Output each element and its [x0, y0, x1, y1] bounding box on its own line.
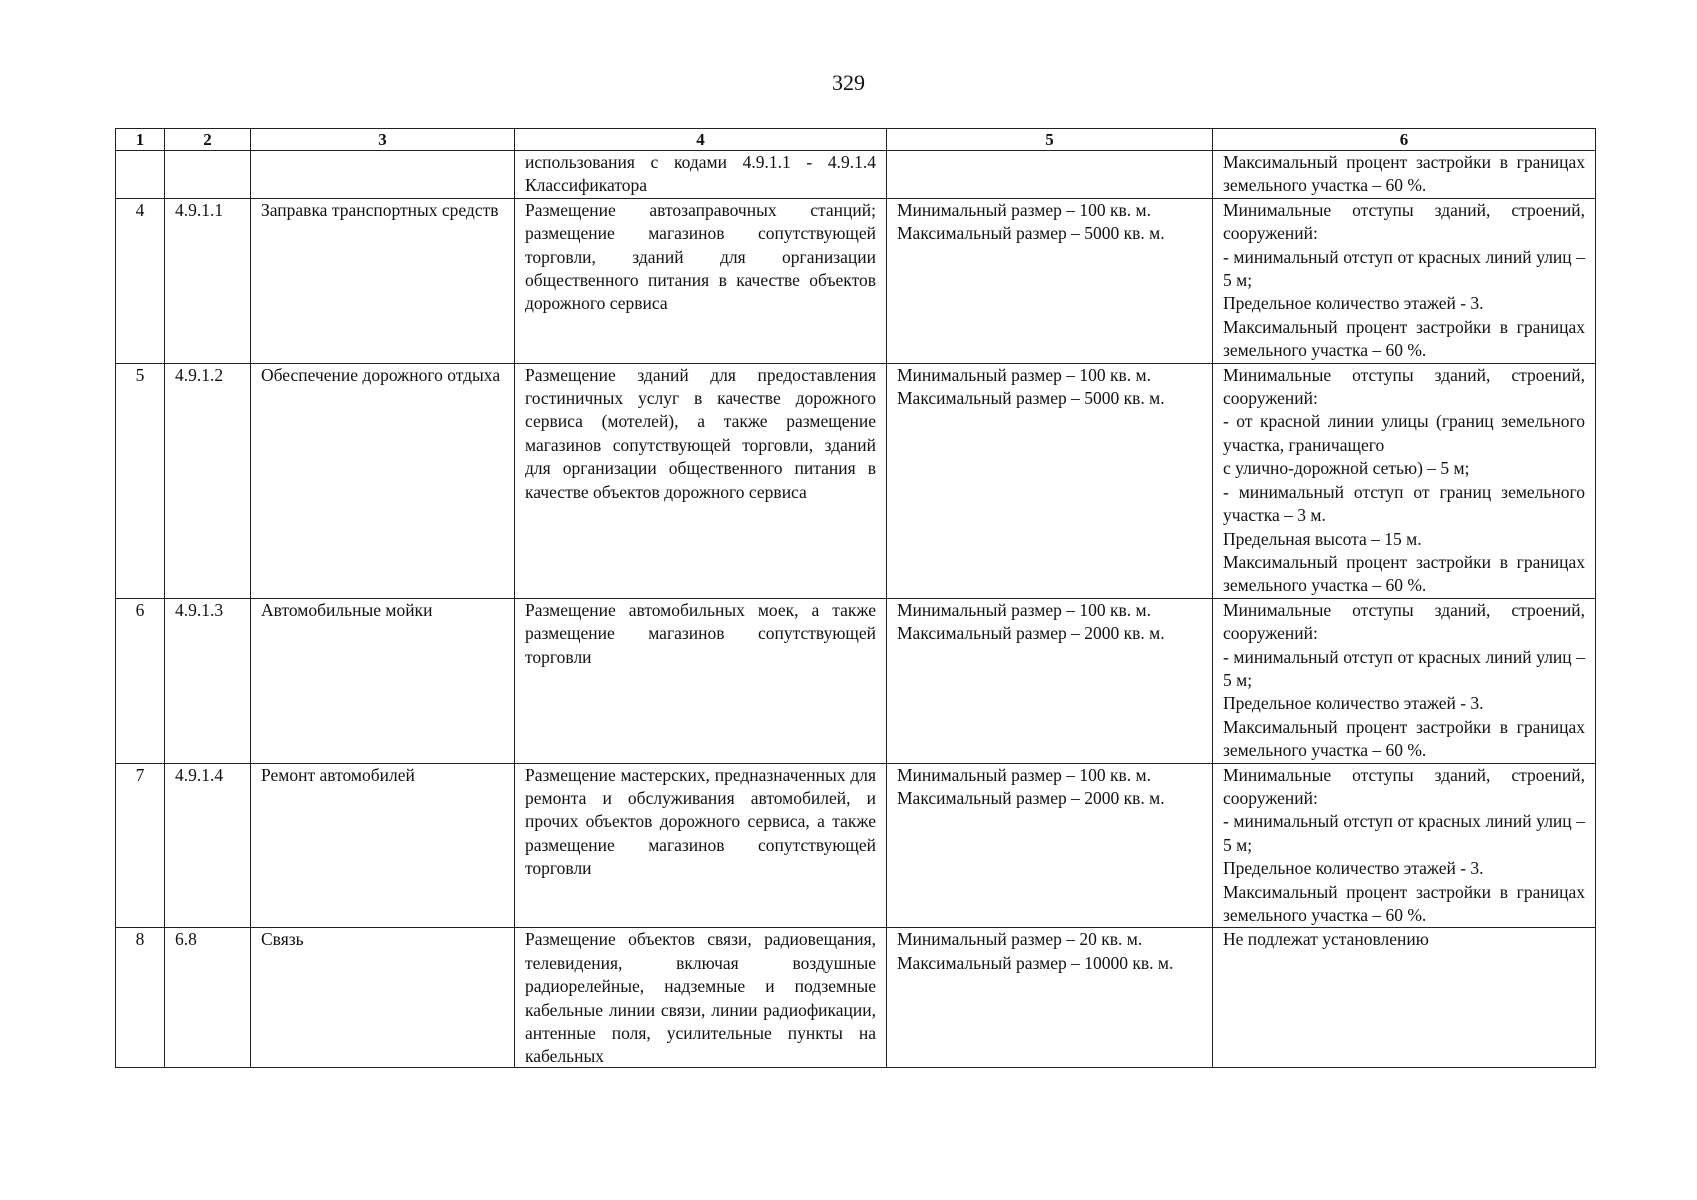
land-use-code: 4.9.1.4 — [165, 763, 251, 928]
max-size: Максимальный размер – 2000 кв. м. — [897, 623, 1165, 644]
land-use-name: Связь — [251, 928, 515, 1068]
building-parameters — [1213, 198, 1596, 363]
min-size: Минимальный размер – 20 кв. м. — [897, 929, 1143, 950]
description-text: Размещение объектов связи, радиовещания, телевидения, включая воздушные радиорелейные, надземные и подземные кабельные линии связи, линии радиофикации, антенные поля, усилительные пункты на кабельных — [525, 929, 876, 1067]
land-use-code — [165, 151, 251, 199]
table-row — [116, 363, 1596, 598]
land-use-description — [515, 928, 887, 1068]
min-size: Минимальный размер – 100 кв. м. — [897, 599, 1151, 620]
parameter-line: Предельное количество этажей - 3. — [1223, 693, 1484, 714]
land-use-name: Ремонт автомобилей — [251, 763, 515, 928]
plot-size — [887, 363, 1213, 598]
min-size: Минимальный размер – 100 кв. м. — [897, 764, 1151, 785]
parameter-line: с улично-дорожной сетью) – 5 м; — [1223, 458, 1470, 479]
land-use-description — [515, 763, 887, 928]
col-header-6: 6 — [1213, 129, 1596, 151]
row-number: 5 — [116, 363, 165, 598]
parameter-line: Максимальный процент застройки в границах земельного участка – 60 %. — [1223, 551, 1585, 596]
parameter-line: Минимальные отступы зданий, строений, сооружений: — [1223, 364, 1585, 409]
parameter-line: - минимальный отступ от границ земельного участка – 3 м. — [1223, 481, 1585, 526]
table-row — [116, 598, 1596, 763]
parameter-line: Минимальные отступы зданий, строений, сооружений: — [1223, 764, 1585, 808]
parameter-line: Максимальный процент застройки в границах земельного участка – 60 %. — [1223, 152, 1585, 196]
building-parameters — [1213, 928, 1596, 1068]
description-text: Размещение автозаправочных станций; размещение магазинов сопутствующей торговли, зданий для организации общественного питания в качестве объектов дорожного сервиса — [525, 199, 876, 314]
building-parameters — [1213, 151, 1596, 199]
max-size: Максимальный размер – 5000 кв. м. — [897, 223, 1165, 244]
parameter-line: Не подлежат установлению — [1223, 929, 1429, 950]
col-header-1: 1 — [116, 129, 165, 151]
row-number: 4 — [116, 198, 165, 363]
parameter-line: Максимальный процент застройки в границах земельного участка – 60 %. — [1223, 881, 1585, 925]
parameter-line: - от красной линии улицы (границ земельного участка, граничащего — [1223, 411, 1585, 455]
col-header-4: 4 — [515, 129, 887, 151]
building-parameters — [1213, 763, 1596, 928]
table-row — [116, 151, 1596, 199]
page-number: 329 — [832, 70, 865, 95]
building-parameters — [1213, 363, 1596, 598]
header-row — [116, 129, 1596, 151]
land-use-code: 4.9.1.3 — [165, 598, 251, 763]
land-use-description — [515, 363, 887, 598]
col-header-3: 3 — [251, 129, 515, 151]
plot-size — [887, 151, 1213, 199]
parameter-line: - минимальный отступ от красных линий улиц – 5 м; — [1223, 811, 1585, 855]
land-use-description — [515, 598, 887, 763]
building-parameters — [1213, 598, 1596, 763]
land-use-code: 4.9.1.1 — [165, 198, 251, 363]
description-clip — [525, 928, 876, 1067]
parameter-line: Предельная высота – 15 м. — [1223, 528, 1422, 549]
land-use-description — [515, 151, 887, 199]
row-number: 7 — [116, 763, 165, 928]
max-size: Максимальный размер – 5000 кв. м. — [897, 388, 1165, 409]
plot-size — [887, 928, 1213, 1068]
description-text: Размещение мастерских, предназначенных для ремонта и обслуживания автомобилей, и прочих объектов дорожного сервиса, а также размещение магазинов сопутствующей торговли — [525, 764, 876, 879]
land-use-code: 6.8 — [165, 928, 251, 1068]
table-row — [116, 763, 1596, 928]
parameter-line: Максимальный процент застройки в границах земельного участка – 60 %. — [1223, 716, 1585, 761]
land-use-name: Обеспечение дорожного отдыха — [251, 363, 515, 598]
parameter-line: Минимальные отступы зданий, строений, сооружений: — [1223, 199, 1585, 244]
parameter-line: - минимальный отступ от красных линий улиц – 5 м; — [1223, 246, 1585, 291]
description-text: Размещение зданий для предоставления гостиничных услуг в качестве дорожного сервиса (мотелей), а также размещение магазинов сопутствующей торговли, зданий для организации общественного питания в качестве объектов дорожного сервиса — [525, 364, 876, 502]
row-number: 6 — [116, 598, 165, 763]
col-header-5: 5 — [887, 129, 1213, 151]
parameter-line: Максимальный процент застройки в границах земельного участка – 60 %. — [1223, 316, 1585, 361]
table-row — [116, 928, 1596, 1068]
row-number: 8 — [116, 928, 165, 1068]
plot-size — [887, 198, 1213, 363]
min-size: Минимальный размер – 100 кв. м. — [897, 199, 1151, 220]
plot-size — [887, 598, 1213, 763]
land-use-name: Автомобильные мойки — [251, 598, 515, 763]
description-text: Размещение автомобильных моек, а также размещение магазинов сопутствующей торговли — [525, 599, 876, 667]
col-header-2: 2 — [165, 129, 251, 151]
table-row — [116, 198, 1596, 363]
min-size: Минимальный размер – 100 кв. м. — [897, 364, 1151, 385]
parameter-line: - минимальный отступ от красных линий улиц – 5 м; — [1223, 646, 1585, 690]
parameter-line: Предельное количество этажей - 3. — [1223, 858, 1484, 879]
zoning-table — [115, 128, 1596, 1068]
land-use-name — [251, 151, 515, 199]
max-size: Максимальный размер – 10000 кв. м. — [897, 952, 1174, 973]
parameter-line: Минимальные отступы зданий, строений, сооружений: — [1223, 599, 1585, 644]
description-text: использования с кодами 4.9.1.1 - 4.9.1.4 Классификатора — [525, 152, 876, 196]
land-use-name: Заправка транспортных средств — [251, 198, 515, 363]
row-number — [116, 151, 165, 199]
parameter-line: Предельное количество этажей - 3. — [1223, 293, 1484, 314]
land-use-code: 4.9.1.2 — [165, 363, 251, 598]
plot-size — [887, 763, 1213, 928]
land-use-description — [515, 198, 887, 363]
max-size: Максимальный размер – 2000 кв. м. — [897, 787, 1165, 808]
